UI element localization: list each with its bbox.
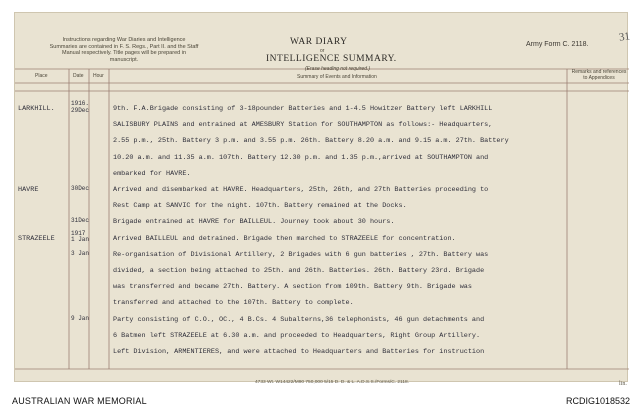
institution-credit: AUSTRALIAN WAR MEMORIAL <box>12 396 147 406</box>
entry-summary-line: transferred and attached to the 107th. Battery to complete. <box>113 299 354 308</box>
page-number: 31 <box>618 30 631 44</box>
entry-summary-line: 9th. F.A.Brigade consisting of 3-18pounder Batteries and 1-4.5 Howitzer Battery left LARKHILL <box>113 105 493 113</box>
corner-mark: lin. <box>619 381 627 387</box>
entry-summary-line: embarked for HAVRE. <box>113 169 191 178</box>
instructions-note: Instructions regarding War Diaries and Intelligence Summaries are contained in F. S. Regs., Part II. and the Staff Manual respectively. Title pages will be prepared in manuscript. <box>49 37 199 63</box>
entry-summary-line: Arrived BAILLEUL and detrained. Brigade then marched to STRAZEELE for concentration. <box>113 234 456 243</box>
title-war-diary: WAR DIARY <box>290 37 348 47</box>
entry-date: 3 Jan <box>71 249 90 257</box>
column-header-remarks: Remarks and references to Appendices <box>571 69 627 81</box>
entry-summary-line: Brigade entrained at HAVRE for BAILLEUL. Journey took about 30 hours. <box>113 218 395 227</box>
column-header-place: Place <box>35 73 48 79</box>
column-header-hour: Hour <box>93 73 104 79</box>
entry-summary-line: Party consisting of C.O., OC., 4 B.Cs. 4 Subalterns,36 telephonists, 46 gun detachments and <box>113 315 485 324</box>
title-subnote: (Erase heading not required.) <box>305 66 371 72</box>
entry-summary-line: Re-organisation of Divisional Artillery, 2 Brigades with 6 gun batteries , 27th. Battery was <box>113 250 489 259</box>
column-header-date: Date <box>73 73 84 79</box>
entry-summary-line: Left Division, ARMENTIERES, and were attached to Headquarters and Batteries for instruction <box>113 348 485 356</box>
title-or: or <box>320 48 325 54</box>
entry-summary-line: SALISBURY PLAINS and entrained at AMESBURY Station for SOUTHAMPTON as follows:- Headquarters, <box>113 121 493 130</box>
entry-date: 31Dec <box>71 217 90 225</box>
entry-summary-line: Rest Camp at SANVIC for the night. 107th. Battery remained at the Docks. <box>113 202 407 211</box>
entry-date: 30Dec <box>71 185 90 192</box>
printer-imprint: 4733 Wt. W14422/M90 750,000 5/15 D. D. & L. A.D.S.S./Forms/C. 2118. <box>255 380 410 385</box>
title-intelligence-summary: INTELLIGENCE SUMMARY. <box>266 54 397 64</box>
entry-place: HAVRE <box>18 186 39 194</box>
entry-place: LARKHILL. <box>18 105 55 113</box>
entry-date: 9 Jan <box>71 314 90 322</box>
war-diary-sheet <box>14 12 631 387</box>
entry-summary-line: was transferred and became 27th. Battery. A section from 109th. Battery 9th. Brigade was <box>113 283 472 292</box>
column-header-summary: Summary of Events and Information <box>297 74 377 80</box>
entry-place: STRAZEELE <box>18 234 55 243</box>
entry-date: 1916. 29Dec <box>71 100 90 114</box>
entry-summary-line: Arrived and disembarked at HAVRE. Headquarters, 25th, 26th, and 27th Batteries proceeding to <box>113 186 489 194</box>
document-reference: RCDIG1018532 <box>565 396 630 406</box>
entry-summary-line: 2.55 p.m., 25th. Battery 3 p.m. and 3.55 p.m. 26th. Battery 8.20 a.m. and 9.15 a.m. 27th. Battery <box>113 137 509 146</box>
entry-summary-line: 6 Batmen left STRAZEELE at 6.30 a.m. and proceeded to Headquarters, Right Group Artillery. <box>113 331 481 340</box>
form-identifier: Army Form C. 2118. <box>526 41 589 48</box>
entry-summary-line: divided, a section being attached to 25th. and 26th. Batteries. 26th. Battery 23rd. Brigade <box>113 267 485 275</box>
entry-date: 1917 1 Jan <box>71 229 90 244</box>
entry-summary-line: 10.20 a.m. and 11.35 a.m. 107th. Battery 12.30 p.m. and 1.35 p.m.,arrived at SOUTHAMPTON and <box>113 153 489 162</box>
